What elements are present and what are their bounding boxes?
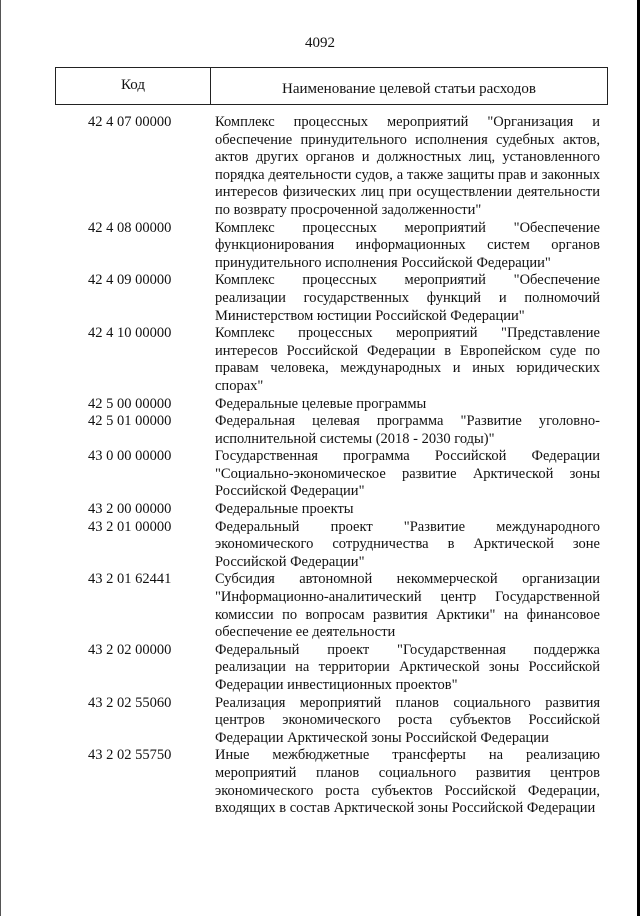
row-code: 43 2 01 62441 bbox=[88, 571, 172, 588]
row-code: 43 2 00 00000 bbox=[88, 501, 172, 518]
table-row bbox=[0, 220, 640, 273]
table-row bbox=[0, 396, 640, 414]
table-row bbox=[0, 448, 640, 501]
row-name: Комплекс процессных мероприятий "Обеспечение реализации государственных функций и полномочий Министерством юстиции Российской Федерации" bbox=[215, 272, 600, 324]
row-name: Государственная программа Российской Федерации "Социально-экономическое развитие Арктической зоны Российской Федерации" bbox=[215, 448, 600, 500]
row-code: 43 2 02 55750 bbox=[88, 747, 172, 764]
row-name: Федеральные проекты bbox=[215, 501, 354, 518]
column-header-code: Код bbox=[56, 68, 211, 104]
table-row bbox=[0, 501, 640, 519]
row-name: Иные межбюджетные трансферты на реализацию мероприятий планов социального развития центров экономического роста субъектов Российской Федерации, входящих в состав Арктической зоны Российской Федерации bbox=[215, 747, 600, 817]
row-code: 42 4 10 00000 bbox=[88, 325, 172, 342]
table-header bbox=[55, 67, 608, 105]
row-code: 43 0 00 00000 bbox=[88, 448, 172, 465]
row-name: Комплекс процессных мероприятий "Представление интересов Российской Федерации в Европейском суде по правам человека, международных и иных юридических спорах" bbox=[215, 325, 600, 394]
table-row bbox=[0, 747, 640, 817]
table-row bbox=[0, 695, 640, 748]
table-row bbox=[0, 272, 640, 325]
row-code: 42 4 09 00000 bbox=[88, 272, 172, 289]
row-code: 43 2 01 00000 bbox=[88, 518, 172, 535]
row-name: Реализация мероприятий планов социального развития центров экономического роста субъектов Российской Федерации Арктической зоны Российской Федерации bbox=[215, 694, 600, 746]
table-row bbox=[0, 642, 640, 695]
column-header-name: Наименование целевой статьи расходов bbox=[282, 81, 536, 97]
table-body bbox=[0, 114, 640, 818]
row-name: Федеральный проект "Государственная поддержка реализации на территории Арктической зоны Российской Федерации инвестиционных проектов" bbox=[215, 641, 600, 693]
table-row bbox=[0, 325, 640, 395]
page-number: 4092 bbox=[305, 35, 335, 51]
row-code: 42 4 08 00000 bbox=[88, 219, 172, 236]
row-code: 43 2 02 00000 bbox=[88, 641, 172, 658]
row-code: 42 5 00 00000 bbox=[88, 395, 172, 412]
table-row bbox=[0, 114, 640, 220]
row-name: Комплекс процессных мероприятий "Организация и обеспечение принудительного исполнения судебных актов, актов других органов и должностных лиц, установленного порядка деятельности судов, а также защиты прав и законных интересов физических лиц при осуществлении деятельности по возврату просроченной задолженности" bbox=[215, 114, 600, 218]
row-name: Федеральная целевая программа "Развитие уголовно-исполнительной системы (2018 - 2030 годы)" bbox=[215, 413, 600, 447]
row-name: Комплекс процессных мероприятий "Обеспечение функционирования информационных систем органов принудительного исполнения Российской Федерации" bbox=[215, 219, 600, 271]
row-code: 43 2 02 55060 bbox=[88, 694, 172, 711]
table-row bbox=[0, 571, 640, 641]
row-code: 42 4 07 00000 bbox=[88, 114, 172, 130]
table-row bbox=[0, 519, 640, 572]
table-row bbox=[0, 413, 640, 448]
row-name: Федеральный проект "Развитие международного экономического сотрудничества в Арктической зоне Российской Федерации" bbox=[215, 518, 600, 570]
row-name: Субсидия автономной некоммерческой организации "Информационно-аналитический центр Государственной комиссии по вопросам развития Арктики" на финансовое обеспечение ее деятельности bbox=[215, 571, 600, 641]
row-name: Федеральные целевые программы bbox=[215, 395, 427, 412]
row-code: 42 5 01 00000 bbox=[88, 413, 172, 430]
